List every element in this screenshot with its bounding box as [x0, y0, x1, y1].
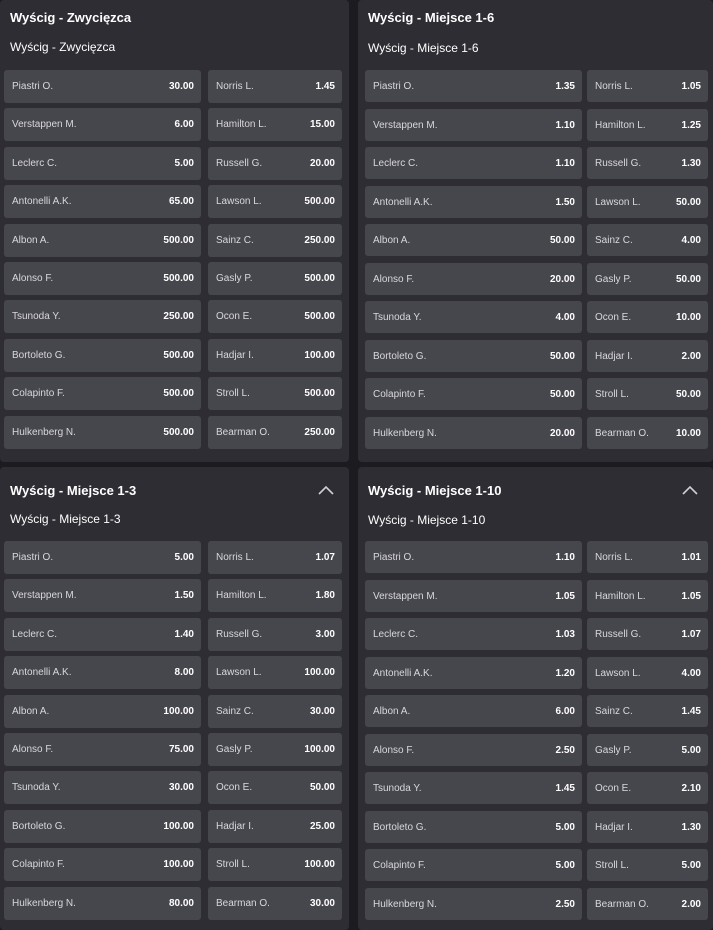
odds-button[interactable] — [4, 185, 201, 218]
odds-value: 30.00 — [168, 782, 194, 793]
odds-button[interactable] — [587, 109, 708, 141]
driver-name: Hadjar I. — [595, 350, 633, 362]
driver-name: Piastri O. — [373, 80, 415, 92]
odds-value: 1.03 — [555, 628, 575, 640]
odds-value: 10.00 — [675, 427, 701, 439]
driver-name: Ocon E. — [216, 782, 253, 793]
odds-value: 100.00 — [163, 821, 194, 832]
driver-name: Leclerc C. — [12, 158, 58, 169]
odds-value: 10.00 — [675, 311, 701, 323]
odds-button[interactable] — [365, 301, 582, 333]
odds-button[interactable] — [365, 811, 582, 843]
odds-button[interactable] — [587, 541, 708, 573]
odds-value: 1.01 — [681, 551, 701, 563]
driver-name: Bearman O. — [595, 898, 649, 910]
odds-button[interactable] — [365, 618, 582, 650]
driver-name: Ocon E. — [216, 311, 253, 322]
driver-name: Tsunoda Y. — [373, 311, 422, 323]
driver-name: Hadjar I. — [595, 821, 633, 833]
odds-button[interactable] — [587, 186, 708, 218]
driver-name: Hamilton L. — [595, 590, 646, 602]
driver-name: Gasly P. — [216, 744, 253, 755]
odds-button[interactable] — [4, 377, 201, 410]
driver-name: Sainz C. — [595, 234, 633, 246]
odds-button[interactable] — [4, 108, 201, 141]
driver-name: Hamilton L. — [216, 119, 267, 130]
market-panel — [358, 0, 713, 462]
driver-name: Bortoleto G. — [373, 350, 427, 362]
driver-name: Sainz C. — [595, 705, 633, 717]
odds-value: 1.40 — [174, 629, 194, 640]
odds-button[interactable] — [4, 733, 201, 766]
odds-value: 1.30 — [681, 821, 701, 833]
driver-name: Tsunoda Y. — [12, 311, 61, 322]
odds-value: 250.00 — [304, 235, 335, 246]
driver-name: Antonelli A.K. — [12, 196, 72, 207]
odds-value: 75.00 — [168, 744, 194, 755]
odds-value: 50.00 — [549, 350, 575, 362]
market-panel — [0, 0, 349, 462]
odds-button[interactable] — [4, 810, 201, 843]
driver-name: Alonso F. — [12, 273, 54, 284]
odds-value: 30.00 — [168, 81, 194, 92]
odds-value: 20.00 — [549, 273, 575, 285]
odds-button[interactable] — [365, 340, 582, 372]
market-header[interactable] — [0, 0, 349, 34]
odds-button[interactable] — [208, 185, 342, 218]
driver-name: Leclerc C. — [373, 628, 419, 640]
odds-value: 50.00 — [549, 388, 575, 400]
driver-name: Bortoleto G. — [12, 821, 66, 832]
odds-button[interactable] — [587, 70, 708, 102]
odds-value: 1.07 — [681, 628, 701, 640]
odds-value: 100.00 — [304, 350, 335, 361]
odds-value: 1.80 — [315, 590, 335, 601]
odds-value: 4.00 — [555, 311, 575, 323]
odds-value: 65.00 — [168, 196, 194, 207]
odds-value: 500.00 — [304, 388, 335, 399]
odds-button[interactable] — [365, 378, 582, 410]
odds-value: 500.00 — [304, 311, 335, 322]
driver-name: Piastri O. — [12, 81, 54, 92]
driver-name: Albon A. — [12, 706, 50, 717]
odds-button[interactable] — [587, 695, 708, 727]
odds-button[interactable] — [587, 301, 708, 333]
odds-button[interactable] — [208, 377, 342, 410]
odds-value: 5.00 — [555, 859, 575, 871]
driver-name: Stroll L. — [216, 388, 250, 399]
odds-button[interactable] — [208, 416, 342, 449]
driver-name: Russell G. — [216, 629, 263, 640]
odds-button[interactable] — [587, 657, 708, 689]
market-header[interactable] — [358, 0, 713, 34]
driver-name: Piastri O. — [12, 552, 54, 563]
odds-button[interactable] — [4, 70, 201, 103]
odds-button[interactable] — [4, 147, 201, 180]
odds-value: 250.00 — [304, 427, 335, 438]
odds-button[interactable] — [587, 147, 708, 179]
driver-name: Hamilton L. — [216, 590, 267, 601]
odds-button[interactable] — [4, 579, 201, 612]
odds-button[interactable] — [208, 656, 342, 689]
odds-button[interactable] — [365, 541, 582, 573]
market-header[interactable] — [358, 473, 713, 507]
odds-value: 50.00 — [675, 196, 701, 208]
odds-value: 2.50 — [555, 744, 575, 756]
odds-button[interactable] — [208, 695, 342, 728]
market-header[interactable] — [0, 473, 349, 507]
driver-name: Tsunoda Y. — [12, 782, 61, 793]
driver-name: Hadjar I. — [216, 821, 254, 832]
odds-value: 50.00 — [549, 234, 575, 246]
driver-name: Russell G. — [595, 628, 642, 640]
odds-button[interactable] — [365, 657, 582, 689]
odds-button[interactable] — [208, 848, 342, 881]
driver-name: Hamilton L. — [595, 119, 646, 131]
market-title: Wyścig - Zwycięzca — [10, 9, 132, 25]
odds-value: 250.00 — [163, 311, 194, 322]
odds-value: 50.00 — [309, 782, 335, 793]
odds-button[interactable] — [4, 541, 201, 574]
driver-name: Bortoleto G. — [373, 821, 427, 833]
odds-value: 30.00 — [309, 706, 335, 717]
odds-value: 4.00 — [681, 234, 701, 246]
driver-name: Antonelli A.K. — [12, 667, 72, 678]
driver-name: Colapinto F. — [373, 859, 426, 871]
driver-name: Russell G. — [595, 157, 642, 169]
driver-name: Bortoleto G. — [12, 350, 66, 361]
driver-name: Russell G. — [216, 158, 263, 169]
driver-name: Lawson L. — [216, 667, 262, 678]
odds-value: 100.00 — [163, 859, 194, 870]
odds-value: 5.00 — [174, 552, 194, 563]
odds-value: 1.45 — [555, 782, 575, 794]
odds-button[interactable] — [4, 887, 201, 920]
driver-name: Lawson L. — [595, 196, 641, 208]
driver-name: Sainz C. — [216, 706, 254, 717]
driver-name: Alonso F. — [12, 744, 54, 755]
odds-value: 2.50 — [555, 898, 575, 910]
odds-value: 500.00 — [304, 273, 335, 284]
driver-name: Ocon E. — [595, 782, 632, 794]
driver-name: Albon A. — [12, 235, 50, 246]
odds-button[interactable] — [208, 810, 342, 843]
chevron-up-icon[interactable] — [311, 475, 341, 505]
odds-value: 5.00 — [681, 744, 701, 756]
odds-button[interactable] — [365, 263, 582, 295]
odds-button[interactable] — [587, 618, 708, 650]
market-title: Wyścig - Miejsce 1-6 — [368, 9, 495, 25]
odds-button[interactable] — [4, 224, 201, 257]
odds-value: 500.00 — [163, 388, 194, 399]
odds-value: 500.00 — [304, 196, 335, 207]
odds-button[interactable] — [4, 262, 201, 295]
odds-button[interactable] — [587, 263, 708, 295]
driver-name: Colapinto F. — [12, 388, 65, 399]
driver-name: Hulkenberg N. — [12, 427, 76, 438]
odds-value: 1.10 — [555, 119, 575, 131]
odds-button[interactable] — [208, 147, 342, 180]
odds-value: 20.00 — [309, 158, 335, 169]
odds-value: 1.25 — [681, 119, 701, 131]
driver-name: Gasly P. — [216, 273, 253, 284]
driver-name: Tsunoda Y. — [373, 782, 422, 794]
driver-name: Hadjar I. — [216, 350, 254, 361]
odds-value: 1.30 — [681, 157, 701, 169]
driver-name: Leclerc C. — [12, 629, 58, 640]
odds-button[interactable] — [587, 580, 708, 612]
odds-value: 2.00 — [681, 898, 701, 910]
driver-name: Bearman O. — [216, 898, 270, 909]
driver-name: Gasly P. — [595, 744, 632, 756]
market-subtitle: Wyścig - Miejsce 1-6 — [368, 41, 479, 55]
odds-button[interactable] — [208, 618, 342, 651]
odds-value: 500.00 — [163, 350, 194, 361]
odds-button[interactable] — [4, 848, 201, 881]
market-subtitle: Wyścig - Miejsce 1-3 — [10, 512, 121, 526]
driver-name: Antonelli A.K. — [373, 667, 433, 679]
driver-name: Verstappen M. — [12, 119, 77, 130]
odds-value: 3.00 — [315, 629, 335, 640]
driver-name: Stroll L. — [595, 388, 629, 400]
odds-value: 1.50 — [555, 196, 575, 208]
market-title: Wyścig - Miejsce 1-3 — [10, 482, 137, 498]
odds-value: 500.00 — [163, 427, 194, 438]
odds-button[interactable] — [208, 262, 342, 295]
odds-value: 5.00 — [555, 821, 575, 833]
odds-button[interactable] — [208, 541, 342, 574]
odds-value: 1.05 — [681, 590, 701, 602]
odds-button[interactable] — [4, 618, 201, 651]
odds-value: 500.00 — [163, 235, 194, 246]
odds-button[interactable] — [4, 695, 201, 728]
odds-value: 1.20 — [555, 667, 575, 679]
driver-name: Albon A. — [373, 705, 411, 717]
odds-value: 20.00 — [549, 427, 575, 439]
odds-button[interactable] — [365, 734, 582, 766]
odds-button[interactable] — [365, 417, 582, 449]
odds-button[interactable] — [365, 109, 582, 141]
market-panel — [0, 467, 349, 930]
driver-name: Lawson L. — [216, 196, 262, 207]
odds-button[interactable] — [4, 300, 201, 333]
driver-name: Colapinto F. — [373, 388, 426, 400]
driver-name: Hulkenberg N. — [12, 898, 76, 909]
driver-name: Hulkenberg N. — [373, 898, 437, 910]
odds-button[interactable] — [208, 733, 342, 766]
driver-name: Verstappen M. — [373, 119, 438, 131]
market-title: Wyścig - Miejsce 1-10 — [368, 482, 502, 498]
odds-value: 2.10 — [681, 782, 701, 794]
odds-button[interactable] — [587, 734, 708, 766]
odds-value: 30.00 — [309, 898, 335, 909]
chevron-up-icon[interactable] — [675, 475, 705, 505]
odds-button[interactable] — [208, 108, 342, 141]
odds-button[interactable] — [365, 224, 582, 256]
odds-button[interactable] — [365, 147, 582, 179]
odds-button[interactable] — [587, 772, 708, 804]
market-subtitle: Wyścig - Zwycięzca — [10, 40, 116, 54]
driver-name: Gasly P. — [595, 273, 632, 285]
odds-button[interactable] — [587, 378, 708, 410]
odds-button[interactable] — [208, 224, 342, 257]
driver-name: Hulkenberg N. — [373, 427, 437, 439]
driver-name: Verstappen M. — [373, 590, 438, 602]
odds-button[interactable] — [365, 186, 582, 218]
odds-button[interactable] — [365, 888, 582, 920]
odds-value: 500.00 — [163, 273, 194, 284]
driver-name: Alonso F. — [373, 744, 415, 756]
odds-value: 1.45 — [681, 705, 701, 717]
odds-button[interactable] — [208, 579, 342, 612]
odds-value: 80.00 — [168, 898, 194, 909]
odds-button[interactable] — [365, 849, 582, 881]
driver-name: Colapinto F. — [12, 859, 65, 870]
odds-value: 100.00 — [304, 859, 335, 870]
odds-value: 100.00 — [304, 667, 335, 678]
odds-value: 100.00 — [163, 706, 194, 717]
odds-value: 5.00 — [174, 158, 194, 169]
odds-value: 1.35 — [555, 80, 575, 92]
odds-value: 6.00 — [174, 119, 194, 130]
odds-value: 6.00 — [555, 705, 575, 717]
odds-value: 50.00 — [675, 388, 701, 400]
odds-value: 1.10 — [555, 551, 575, 563]
driver-name: Bearman O. — [595, 427, 649, 439]
odds-value: 1.05 — [555, 590, 575, 602]
odds-button[interactable] — [365, 580, 582, 612]
odds-button[interactable] — [4, 416, 201, 449]
driver-name: Piastri O. — [373, 551, 415, 563]
odds-value: 50.00 — [675, 273, 701, 285]
odds-value: 1.05 — [681, 80, 701, 92]
odds-value: 4.00 — [681, 667, 701, 679]
driver-name: Sainz C. — [216, 235, 254, 246]
odds-button[interactable] — [365, 70, 582, 102]
odds-value: 15.00 — [309, 119, 335, 130]
odds-button[interactable] — [208, 300, 342, 333]
market-subtitle: Wyścig - Miejsce 1-10 — [368, 513, 486, 527]
odds-button[interactable] — [587, 340, 708, 372]
driver-name: Lawson L. — [595, 667, 641, 679]
odds-button[interactable] — [587, 811, 708, 843]
odds-button[interactable] — [208, 70, 342, 103]
driver-name: Leclerc C. — [373, 157, 419, 169]
odds-button[interactable] — [365, 772, 582, 804]
market-panel — [358, 467, 713, 930]
odds-button[interactable] — [365, 695, 582, 727]
odds-value: 1.07 — [315, 552, 335, 563]
odds-button[interactable] — [208, 771, 342, 804]
driver-name: Norris L. — [595, 80, 633, 92]
odds-button[interactable] — [4, 339, 201, 372]
odds-button[interactable] — [208, 887, 342, 920]
odds-button[interactable] — [587, 417, 708, 449]
odds-value: 8.00 — [174, 667, 194, 678]
odds-value: 2.00 — [681, 350, 701, 362]
driver-name: Stroll L. — [595, 859, 629, 871]
driver-name: Stroll L. — [216, 859, 250, 870]
odds-value: 100.00 — [304, 744, 335, 755]
odds-button[interactable] — [208, 339, 342, 372]
driver-name: Alonso F. — [373, 273, 415, 285]
driver-name: Bearman O. — [216, 427, 270, 438]
odds-button[interactable] — [587, 888, 708, 920]
odds-value: 5.00 — [681, 859, 701, 871]
driver-name: Norris L. — [595, 551, 633, 563]
odds-button[interactable] — [4, 656, 201, 689]
odds-value: 1.10 — [555, 157, 575, 169]
driver-name: Norris L. — [216, 81, 254, 92]
driver-name: Verstappen M. — [12, 590, 77, 601]
driver-name: Albon A. — [373, 234, 411, 246]
driver-name: Ocon E. — [595, 311, 632, 323]
driver-name: Antonelli A.K. — [373, 196, 433, 208]
odds-button[interactable] — [587, 849, 708, 881]
odds-value: 1.45 — [315, 81, 335, 92]
odds-button[interactable] — [4, 771, 201, 804]
odds-button[interactable] — [587, 224, 708, 256]
odds-value: 1.50 — [174, 590, 194, 601]
driver-name: Norris L. — [216, 552, 254, 563]
odds-value: 25.00 — [309, 821, 335, 832]
